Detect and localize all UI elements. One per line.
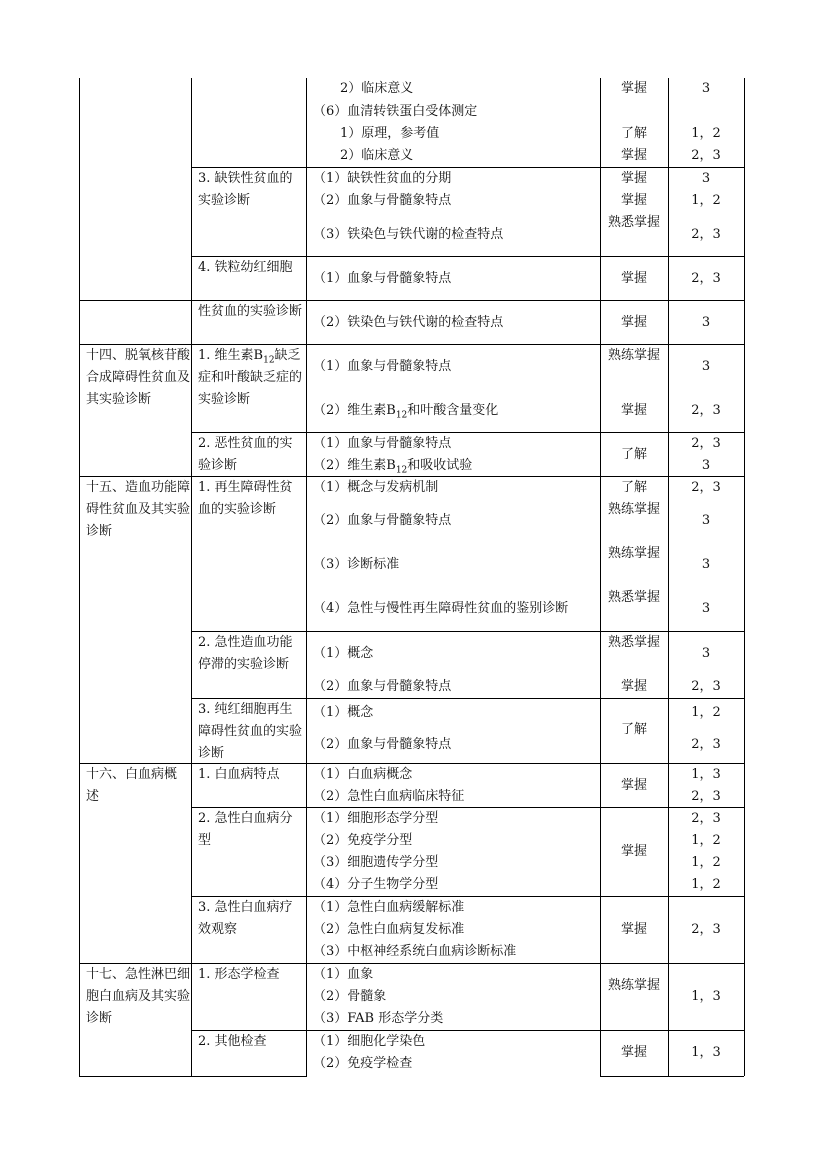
- unit-cell: 3: [701, 557, 711, 572]
- unit-cell: 3: [701, 315, 711, 330]
- subtopic-cell: 1. 形态学检查: [198, 967, 280, 982]
- unit-cell: 1，2: [691, 193, 721, 208]
- level-cell: 熟练掌握: [607, 978, 660, 993]
- content-item: （2）维生素$B_{12}$和吸收试验: [313, 458, 473, 476]
- level-cell: 掌握: [620, 778, 647, 793]
- level-cell: 了解: [620, 480, 647, 495]
- content-item: （4）分子生物学分型: [313, 877, 439, 892]
- topic-cell: 十四、脱氧核苷酸合成障碍性贫血及其实验诊断: [86, 348, 191, 407]
- unit-cell: 2，3: [691, 403, 721, 418]
- level-cell: 掌握: [620, 1045, 647, 1060]
- unit-cell: 1，3: [691, 989, 721, 1004]
- content-item: （1）急性白血病缓解标准: [313, 900, 465, 915]
- level-cell: 掌握: [620, 171, 647, 186]
- unit-cell: 3: [701, 458, 711, 473]
- topic-cell: 十七、急性淋巴细胞白血病及其实验诊断: [86, 967, 191, 1026]
- content-item: （1）血象与骨髓象特点: [313, 359, 452, 374]
- level-cell: 了解: [620, 722, 647, 737]
- unit-cell: 2，3: [691, 789, 721, 804]
- unit-cell: 2，3: [691, 811, 721, 826]
- unit-cell: 3: [701, 171, 711, 186]
- unit-cell: 2，3: [691, 679, 721, 694]
- content-item: （1）概念与发病机制: [313, 480, 439, 495]
- subtopic-cell: 2. 恶性贫血的实验诊断: [198, 436, 293, 473]
- unit-cell: 3: [701, 601, 711, 616]
- subtopic-cell: 1. 维生素$B_{12}$缺乏症和叶酸缺乏症的实验诊断: [198, 348, 303, 407]
- subtopic-cell: 性贫血的实验诊断: [198, 304, 303, 319]
- unit-cell: 1，2: [691, 833, 721, 848]
- table-border-left: [79, 78, 80, 1076]
- content-item: （3）铁染色与铁代谢的检查特点: [313, 227, 504, 242]
- subtopic-cell: 1. 白血病特点: [198, 767, 280, 782]
- subtopic-cell: 3. 缺铁性贫血的实验诊断: [198, 171, 293, 208]
- level-cell: 熟悉掌握: [607, 590, 660, 605]
- content-item: （2）急性白血病临床特征: [313, 789, 465, 804]
- level-cell: 掌握: [620, 403, 647, 418]
- table-border-right: [744, 78, 745, 1076]
- level-cell: 熟练掌握: [607, 348, 660, 363]
- content-item: （1）细胞化学染色: [313, 1034, 426, 1049]
- unit-cell: 2，3: [691, 480, 721, 495]
- unit-cell: 2，3: [691, 271, 721, 286]
- unit-cell: 1，2: [691, 877, 721, 892]
- content-item: （2）骨髓象: [313, 989, 387, 1004]
- content-item: （2）急性白血病复发标准: [313, 922, 465, 937]
- content-item: （4）急性与慢性再生障碍性贫血的鉴别诊断: [313, 601, 569, 616]
- level-cell: 掌握: [620, 81, 647, 96]
- unit-cell: 1，2: [691, 126, 721, 141]
- level-cell: 熟悉掌握: [607, 215, 660, 230]
- column-divider-2: [306, 78, 307, 1076]
- level-cell: 掌握: [620, 148, 647, 163]
- content-item: （2）维生素$B_{12}$和叶酸含量变化: [313, 403, 499, 421]
- unit-cell: 1，2: [691, 705, 721, 720]
- subtopic-cell: 3. 纯红细胞再生障碍性贫血的实验诊断: [198, 702, 303, 761]
- level-cell: 掌握: [620, 193, 647, 208]
- content-item: 1）原理，参考值: [340, 126, 440, 141]
- content-item: （1）血象与骨髓象特点: [313, 271, 452, 286]
- subtopic-cell: 4. 铁粒幼红细胞: [198, 260, 293, 275]
- content-item: （3）FAB 形态学分类: [313, 1011, 444, 1026]
- subtopic-cell: 2. 其他检查: [198, 1034, 267, 1049]
- content-item: （2）铁染色与铁代谢的检查特点: [313, 315, 504, 330]
- level-cell: 熟练掌握: [607, 546, 660, 561]
- topic-cell: 十六、白血病概述: [86, 767, 178, 804]
- table-border-bottom: [600, 1076, 744, 1077]
- content-item: （1）概念: [313, 646, 374, 661]
- unit-cell: 2，3: [691, 227, 721, 242]
- content-item: （1）细胞形态学分型: [313, 811, 439, 826]
- level-cell: 了解: [620, 126, 647, 141]
- content-item: （6）血清转铁蛋白受体测定: [313, 104, 478, 119]
- unit-cell: 3: [701, 646, 711, 661]
- level-cell: 掌握: [620, 922, 647, 937]
- content-item: 2）临床意义: [340, 148, 414, 163]
- content-item: （1）缺铁性贫血的分期: [313, 171, 452, 186]
- unit-cell: 3: [701, 81, 711, 96]
- unit-cell: 2，3: [691, 922, 721, 937]
- subtopic-cell: 2. 急性白血病分型: [198, 811, 293, 848]
- unit-cell: 2，3: [691, 148, 721, 163]
- unit-cell: 1，3: [691, 1045, 721, 1060]
- column-divider-1: [191, 78, 192, 1076]
- content-item: （2）免疫学分型: [313, 833, 413, 848]
- content-item: （2）免疫学检查: [313, 1056, 413, 1071]
- level-cell: 了解: [620, 447, 647, 462]
- level-cell: 掌握: [620, 315, 647, 330]
- content-item: （2）血象与骨髓象特点: [313, 193, 452, 208]
- level-cell: 掌握: [620, 844, 647, 859]
- subtopic-cell: 1. 再生障碍性贫血的实验诊断: [198, 480, 293, 517]
- subtopic-cell: 2. 急性造血功能停滞的实验诊断: [198, 635, 293, 672]
- unit-cell: 2，3: [691, 737, 721, 752]
- content-item: （2）血象与骨髓象特点: [313, 737, 452, 752]
- level-cell: 掌握: [620, 679, 647, 694]
- subtopic-cell: 3. 急性白血病疗效观察: [198, 900, 293, 937]
- topic-cell: 十五、造血功能障碍性贫血及其实验诊断: [86, 480, 191, 539]
- unit-cell: 2，3: [691, 436, 721, 451]
- unit-cell: 1，2: [691, 855, 721, 870]
- level-cell: 熟悉掌握: [607, 635, 660, 650]
- content-item: 2）临床意义: [340, 81, 414, 96]
- content-item: （1）血象与骨髓象特点: [313, 436, 452, 451]
- unit-cell: 3: [701, 359, 711, 374]
- content-item: （1）血象: [313, 967, 374, 982]
- content-item: （2）血象与骨髓象特点: [313, 679, 452, 694]
- content-item: （1）白血病概念: [313, 767, 413, 782]
- unit-cell: 3: [701, 513, 711, 528]
- content-item: （1）概念: [313, 705, 374, 720]
- unit-cell: 1，3: [691, 767, 721, 782]
- content-item: （3）中枢神经系统白血病诊断标准: [313, 944, 517, 959]
- level-cell: 掌握: [620, 271, 647, 286]
- table-border-bottom: [79, 1076, 307, 1077]
- level-cell: 熟练掌握: [607, 502, 660, 517]
- content-item: （3）诊断标准: [313, 557, 400, 572]
- content-item: （2）血象与骨髓象特点: [313, 513, 452, 528]
- row-divider: [79, 300, 744, 301]
- content-item: （3）细胞遗传学分型: [313, 855, 439, 870]
